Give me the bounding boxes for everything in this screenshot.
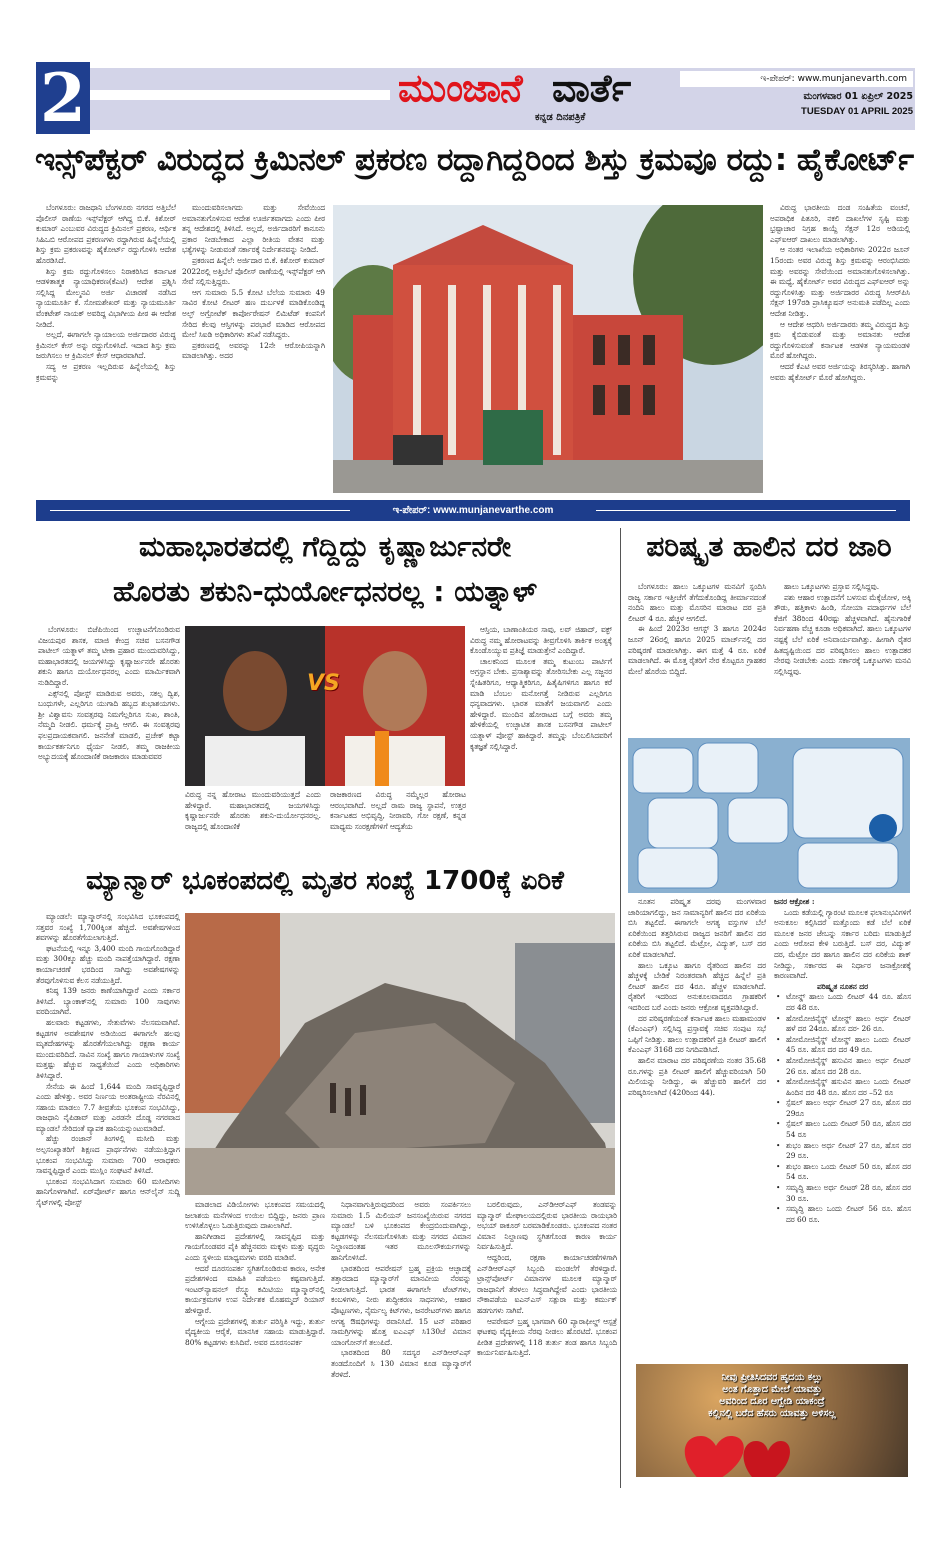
epaper-link[interactable]: ಇ-ಪೇಪರ್: www.munjanevarth.com	[680, 71, 913, 87]
price-item: • ಟೋನ್ಡ್ ಹಾಲು ಒಂದು ಲೀಟರ್ 44 ರೂ. ಹೊಸ ದರ 48 ರೂ.	[774, 992, 911, 1013]
politicians-versus-photo	[185, 626, 465, 786]
ad-line: ಅಂತ ಗೊತ್ತಾದ ಮೇಲೆ ಯಾವತ್ತು	[722, 1384, 822, 1395]
article-column	[331, 1200, 471, 1492]
price-item: • ಸ್ಪೆಷಲ್ ಹಾಲು ಒಂದು ಲೀಟರ್ 50 ರೂ, ಹೊಸ ದರ 54 ರೂ	[774, 1119, 911, 1140]
paragraph: ಘಟನೆಯಲ್ಲಿ ಇನ್ನೂ 3,400 ಮಂದಿ ಗಾಯಗೊಂಡಿದ್ದಾರೆ ಮತ್ತು 300ಕ್ಕೂ ಹೆಚ್ಚು ಮಂದಿ ನಾಪತ್ತೆಯಾಗಿದ್ದಾರೆ. ರಕ್ಷಣಾ ಕಾರ್ಯಾಚರಣೆ ಭರದಿಂದ ಸಾಗಿದ್ದು ಅವಶೇಷಗಳನ್ನು ತೆರವುಗೊಳಿಸುವ ಕೆಲಸ ನಡೆಯುತ್ತಿದೆ.	[36, 943, 180, 985]
paragraph: ಬೆಂಗಳೂರು: ರಾಜಧಾನಿ ಬೆಂಗಳೂರು ನಗರದ ಅತ್ತಿಬೆಲೆ ಪೊಲೀಸ್ ಠಾಣೆಯ ಇನ್ಸ್‌ಪೆಕ್ಟರ್ ಆಗಿದ್ದ ಬಿ.ಕೆ. ಕಿಶೋರ್ ಕುಮಾರ್ ಎಂಬುವರ ವಿರುದ್ಧದ ಕ್ರಿಮಿನಲ್ ಪ್ರಕರಣ, ಆರ್ಥಿಕ ಸಿಹಿಒಬಿ ಆರೋಪದ ಪ್ರಕರಣಗಳು ರದ್ದಾಗಿರುವ ಹಿನ್ನೆಲೆಯಲ್ಲಿ ಶಿಸ್ತು ಕ್ರಮ ಪ್ರಕರಣವನ್ನು ಹೈಕೋರ್ಟ್ ರದ್ದುಗೊಳಿಸಿ ಆದೇಶ ಹೊರಡಿಸಿದೆ.	[36, 203, 176, 265]
paragraph: ಮ್ಯಾಂಡಲೆ: ಮ್ಯಾನ್ಮಾರ್‌ನಲ್ಲಿ ಸಂಭವಿಸಿದ ಭೂಕಂಪದಲ್ಲಿ ಸತ್ತವರ ಸಂಖ್ಯೆ 1,700ಕ್ಕಿಂತ ಹೆಚ್ಚಿದೆ. ಅವಶೇಷಗಳಿಂದ ಶವಗಳನ್ನು ಹೊರತೆಗೆಯಲಾಗುತ್ತಿದೆ.	[36, 912, 180, 943]
photo-caption-right: ರಾಜಕಾರಣದ ವಿರುದ್ಧ ನಮ್ಮೆಲ್ಲರ ಹೋರಾಟ ಆರಂಭವಾಗಿದೆ. ಅಲ್ಲದೆ ರಾಮ ರಾಜ್ಯ ಸ್ಥಾಪನೆ, ಉತ್ತರ ಕರ್ನಾಟಕದ ಅಭಿವೃದ್ಧಿ, ನೀರಾವರಿ, ಗೋ ರಕ್ಷಣೆ, ಕನ್ನಡ ಮಾಧ್ಯಮ ಸಂರಕ್ಷಣೆಗಳಿಗೆ ಆದ್ಯತೆಯ	[330, 790, 466, 831]
ad-line: ಅವರಿಂದ ದೂರ ಆಗ್ಬೇಡಿ ಯಾಕಂದ್ರೆ	[719, 1396, 825, 1407]
photo-caption-left: ವಿರುದ್ಧ ನನ್ನ ಹೋರಾಟ ಮುಂದುವರಿಯುತ್ತದೆ ಎಂದು ಹೇಳಿದ್ದಾರೆ. ಮಹಾಭಾರತದಲ್ಲಿ ಜಯಗಳಿಸಿದ್ದು ಕೃಷ್ಣಾರ್ಜುನರೇ ಹೊರತು ಶಕುನಿ-ದುರ್ಯೋಧನರಲ್ಲ. ರಾಜ್ಯದಲ್ಲಿ ಹೊಂದಾಣಿಕೆ	[185, 790, 321, 831]
paragraph: ಆಗ್ನೇಯ ಪ್ರದೇಶಗಳಲ್ಲಿ ತುರ್ತು ಪರಿಸ್ಥಿತಿ ಇದ್ದು, ತುರ್ತು ವೈದ್ಯಕೀಯ ಆರೈಕೆ, ಮಾನಸಿಕ ಸಹಾಯ ಮಾಡುತ್ತಿದ್ದಾರೆ. 80% ಕಟ್ಟಡಗಳು ಕುಸಿದಿವೆ. ಅವರ ದೂರಸಂಪರ್ಕ	[185, 1316, 325, 1347]
price-item: • ಶುಭಂ ಹಾಲು ಅರ್ಧ ಲೀಟರ್ 27 ರೂ, ಹೊಸ ದರ 29 ರೂ.	[774, 1141, 911, 1162]
price-item: • ಹೋಮೋಜಿನೈಸ್ಡ್ ಹಸುವಿನ ಹಾಲು ಒಂದು ಲೀಟರ್ ಹಿಂದಿನ ದರ 48 ರೂ. ಹೊಸ ದರ –52 ರೂ	[774, 1077, 911, 1098]
paragraph: ಅಲ್ಲದೆ, ಈಗಾಗಲೇ ನ್ಯಾಯಾಲಯ ಅರ್ಜಿದಾರರ ವಿರುದ್ಧ ಕ್ರಿಮಿನಲ್ ಕೇಸ್ ಅನ್ನು ರದ್ದುಗೊಳಿಸಿದೆ. ಇದಾದ ಶಿಸ್ತು ಕ್ರಮ ಜರುಗಿಸಲು ಆ ಕ್ರಿಮಿನಲ್ ಕೇಸ್ ಆಧಾರವಾಗಿದೆ.	[36, 330, 176, 361]
logo-varthe: ವಾರ್ತೆ	[552, 66, 632, 110]
paragraph: ಒಂದು ಕಡೆಯಲ್ಲಿ ಗ್ಯಾರಂಟಿ ಮೂಲಕ ಫಲಾನುಭವಿಗಳಿಗೆ ಅನುಕೂಲ ಕಲ್ಪಿಸಿದರೆ ಮತ್ತೊಂದು ಕಡೆ ಬೆಲೆ ಏರಿಕೆ ಮೂಲಕ ಜನರ ಜೇಬನ್ನು ಸರ್ಕಾರ ಬರಿದು ಮಾಡುತ್ತಿದೆ ಎಂದು ಆರೋಪ ಕೇಳಿ ಬರುತ್ತಿದೆ. ಬಸ್ ದರ, ವಿದ್ಯುತ್ ದರ, ಮೆಟ್ರೋ ದರ ಹಾಗೂ ಹಾಲಿನ ದರ ಏರಿಕೆಯ ಶಾಕ್ ನೀಡಿದ್ದು, ಸರ್ಕಾರದ ಈ ನಿರ್ಧಾರ ಜನಾಕ್ರೋಶಕ್ಕೆ ಕಾರಣವಾಗಿದೆ.	[774, 907, 911, 981]
price-item: • ಹೋಮೋಜಿನೈಸ್ಡ್ ಹಸುವಿನ ಹಾಲು ಅರ್ಧ ಲೀಟರ್ 26 ರೂ. ಹೊಸ ದರ 28 ರೂ.	[774, 1056, 911, 1077]
paragraph: ಆದರೆ ಕೆಎಟಿ ಅವರ ಅರ್ಜಿಯನ್ನು ತಿರಸ್ಕರಿಸಿತ್ತು. ಹಾಗಾಗಿ ಅವರು ಹೈಕೋರ್ಟ್ ಮೊರೆ ಹೋಗಿದ್ದರು.	[770, 361, 910, 382]
price-item: • ಸಮೃದ್ಧಿ ಹಾಲು ಒಂದು ಲೀಟರ್ 56 ರೂ. ಹೊಸ ದರ 60 ರೂ.	[774, 1204, 911, 1225]
paragraph: ಮಾಡಲಾದ ವಿಡಿಯೋಗಳು ಭೂಕಂಪದ ಸಮಯದಲ್ಲಿ ಜಲಾಶಯ ಮನೆಗಳಿಂದ ಉಯಿಲ ಬಿದ್ದಿದ್ದು, ಜನರು ಪ್ರಾಣ ಉಳಿಸಿಕೊಳ್ಳಲು ಓಡುತ್ತಿರುವುದು ದಾಖಲಾಗಿದೆ.	[185, 1200, 325, 1231]
ad-line: ಕಲ್ಲಿನಲ್ಲಿ ಬರೆದ ಹೆಸರು ಯಾವತ್ತು ಅಳಿಸಲ್ಲ	[708, 1408, 836, 1419]
headline-myanmar-quake: ಮ್ಯಾನ್ಮಾರ್ ಭೂಕಂಪದಲ್ಲಿ ಮೃತರ ಸಂಖ್ಯೆ 1700ಕ್ಕೆ ಏರಿಕೆ	[86, 866, 564, 896]
price-item: • ಹೋಮೋಜಿನೈಸ್ಡ್ ಟೋನ್ಡ್ ಹಾಲು ಒಂದು ಲೀಟರ್ 45 ರೂ. ಹೊಸ ದರ ದರ 49 ರೂ.	[774, 1035, 911, 1056]
article-column	[628, 897, 766, 1337]
page-number: 2	[36, 62, 90, 134]
paragraph: ಆ ನಂತರ ಇಲಾಖೆಯ ಅಧಿಕಾರಿಗಳು 2022ರ ಜೂನ್ 15ರಂದು ಅವರ ವಿರುದ್ಧ ಶಿಸ್ತು ಕ್ರಮವನ್ನು ಆರಂಭಿಸಿದರು ಮತ್ತು ಅವರನ್ನು ಸೇವೆಯಿಂದ ಅಮಾನತುಗೊಳಿಸಲಾಗಿತ್ತು. ಈ ಮಧ್ಯೆ, ಹೈಕೋರ್ಟ್ ಅವರ ವಿರುದ್ಧದ ಎಫ್‌ಐಆರ್ ಅನ್ನು ರದ್ದುಗೊಳಿಸಿತ್ತು ಮತ್ತು ಅರ್ಜಿದಾರರ ವಿರುದ್ಧ ಸಿಆರ್‌ಪಿಸಿ ಸೆಕ್ಷನ್ 197ರಡಿ ಪ್ರಾಸಿಕ್ಯೂಷನ್ ಅನುಮತಿ ಪಡೆದಿಲ್ಲ ಎಂದು ಆದೇಶ ನೀಡಿತ್ತು.	[770, 245, 910, 318]
paragraph: ಎಕ್ಸ್‌ನಲ್ಲಿ ಪೋಸ್ಟ್ ಮಾಡಿರುವ ಅವರು, ಸಕಲ್ಪ ದ್ವಿಶ, ಬಂಧುಗಳೇ, ಎಲ್ಲರಿಗೂ ಯುಗಾದಿ ಹಬ್ಬದ ಶುಭಾಶಯಗಳು. ಶ್ರೀ ವಿಶ್ವಾವಸು ಸಂವತ್ಸರವು ನಿಮಗೆಲ್ಲರಿಗೂ ಸುಖ, ಶಾಂತಿ, ನೆಮ್ಮದಿ ನೀಡಲಿ. ಧರ್ಮಕ್ಕೆ ಪ್ರಾಪ್ತಿ ಆಗಲಿ. ಈ ಸಂವತ್ಸರವು ಫಲಪ್ರದಾಯಕವಾಗಲಿ. ಜನನೇತೆ ಮಾಡಲಿ, ಪ್ರಚೇಕ್ ಕಟ್ಟಾ ಕಾರ್ಯಕರ್ತನಿಗೂ ಧೈರ್ಯ ನೀಡಲಿ, ತಮ್ಮ ರಾಜಕೀಯ ಅಭ್ಯುದಯಕ್ಕೆ ಹೊಂದಾಣಿಕೆ ರಾಜಕಾರಣ ಮಾಡುವವರ	[38, 688, 180, 762]
price-item: • ಸ್ಪೆಷಲ್ ಹಾಲು ಅರ್ಧ ಲೀಟರ್ 27 ರೂ, ಹೊಸ ದರ 29ರೂ	[774, 1098, 911, 1119]
date-english: TUESDAY 01 APRIL 2025	[801, 106, 913, 117]
date-kannada: ಮಂಗಳವಾರ 01 ಏಪ್ರಿಲ್ 2025	[803, 91, 913, 102]
ad-line: ನೀವು ಪ್ರೀತಿಸಿದವರ ಹೃದಯ ಕಲ್ಲು	[721, 1372, 823, 1383]
column-divider	[620, 528, 621, 1488]
paragraph: ವಿರುದ್ಧ ಭಾರತೀಯ ದಂಡ ಸಂಹಿತೆಯ ವಂಚನೆ, ಅಪರಾಧಿಕ ಪಿತೂರಿ, ನಕಲಿ ದಾಖಲೆಗಳ ಸೃಷ್ಟಿ ಮತ್ತು ಭ್ರಷ್ಟಾಚಾರ ನಿಗ್ರಹ ಕಾಯ್ದೆ ಸೆಕ್ಷನ್ 12ರ ಅಡಿಯಲ್ಲಿ ಎಫ್‌ಐಆರ್ ದಾಖಲು ಮಾಡಲಾಗಿತ್ತು.	[770, 203, 910, 244]
paragraph: ಆಗ ಸುಮಾರು 5.5 ಕೋಟಿ ಬೆಲೆಯ ಸುಮಾರು 49 ಸಾವಿರ ಕೋಟಿ ಲೀಟರ್ ಹಣ ದುರ್ಬಳಕೆ ಮಾಡಿಕೊಂಡಿದ್ದ ಅಲ್ಫ್ ಅಗ್ರೋಟೆಕ್ ಕಾರ್ಪೋರೇಷನ್ ಲಿಮಿಟೆಡ್ ಕಂಪನಿಗೆ ಸೇರಿದ ಕೆಲವು ಆಸ್ತಿಗಳನ್ನು ಪರಭಾರೆ ಮಾಡಿದ ಆರೋಪದ ಮೇಲೆ ಸಿಐಡಿ ಅಧಿಕಾರಿಗಳು ತನಿಖೆ ನಡೆಸಿದ್ದರು.	[182, 287, 325, 340]
paragraph: ಕನಿಷ್ಠ 139 ಜನರು ಕಾಣೆಯಾಗಿದ್ದಾರೆ ಎಂದು ಸರ್ಕಾರ ತಿಳಿಸಿದೆ. ಬ್ಯಾಂಕಾಕ್‌ನಲ್ಲಿ ಸುಮಾರು 100 ಸಾವುಗಳು ವರದಿಯಾಗಿವೆ.	[36, 986, 180, 1017]
paragraph: ಮುಂದುವರಿಸಲಾಗದು ಮತ್ತು ಸೇವೆಯಿಂದ ಅಮಾನತುಗೊಳಿಸುವ ಆದೇಶ ಊರ್ಜಿತವಾಗದು ಎಂದು ಪೀಠ ತನ್ನ ಆದೇಶದಲ್ಲಿ ತಿಳಿಸಿದೆ. ಅಲ್ಲದೆ, ಅರ್ಜಿದಾರರಿಗೆ ಕಾನೂನು ಪ್ರಕಾರ ನೀಡಬೇಕಾದ ಎಲ್ಲಾ ರೀತಿಯ ವೇತನ ಮತ್ತು ಭತ್ಯೆಗಳನ್ನು ನೀಡುವಂತೆ ಸರ್ಕಾರಕ್ಕೆ ನಿರ್ದೇಶನವನ್ನು ನೀಡಿದೆ.	[182, 203, 325, 255]
paragraph: ಶಿಸ್ತು ಕ್ರಮ ರದ್ದುಗೊಳಿಸಲು ನಿರಾಕರಿಸಿದ ಕರ್ನಾಟಕ ಆಡಳಿತಾತ್ಮಕ ನ್ಯಾಯಾಧಿಕರಣ(ಕೆಎಟಿ) ಆದೇಶ ಪ್ರಶ್ನಿಸಿ ಸಲ್ಲಿಸಿದ್ದ ಮೇಲ್ಮನವಿ ಅರ್ಜಿ ವಿಚಾರಣೆ ನಡೆಸಿದ ನ್ಯಾಯಮೂರ್ತಿ ಕೆ. ಸೋಮಶೇಖರ್ ಮತ್ತು ನ್ಯಾಯಮೂರ್ತಿ ವೆಂಕಟೇಶ್ ನಾಯಕ್ ಅವರಿದ್ದ ವಿಭಾಗೀಯ ಪೀಠ ಈ ಆದೇಶ ನೀಡಿದೆ.	[36, 266, 176, 329]
paragraph: ಭಾರತದಿಂದ 80 ಸದಸ್ಯರ ಎನ್‌ಡಿಆರ್‌ಎಫ್ ತಂಡದೊಂದಿಗೆ ಸಿ 130 ವಿಮಾನ ಕೂಡ ಮ್ಯಾನ್ಮಾರ್‌ಗೆ ತೆರಳಿದೆ.	[331, 1348, 471, 1379]
paragraph: ಆಸ್ತಿಯ, ಬಾಣಾಂತಿಯರ ಸಾವು, ಲವ್ ಜಿಹಾದ್, ವಕ್ಫ್ ವಿರುದ್ಧ ನಮ್ಮ ಹೋರಾಟವನ್ನು ತೀವ್ರಗೊಳಿಸಿ ತಾರ್ಕಿಕ ಅಂತ್ಯಕ್ಕೆ ಕೊಂಡೊಯ್ಯುವ ಪ್ರತಿಜ್ಞೆ ಮಾಡುತ್ತೇನೆ ಎಂದಿದ್ದಾರೆ.	[470, 625, 612, 656]
paragraph: ಆಪರೇಷನ್ ಬ್ರಹ್ಮ ಭಾಗವಾಗಿ 60 ಪ್ಯಾರಾಫೀಲ್ಡ್ ಆಸ್ಪತ್ರೆ ಘಟಕವು ವೈದ್ಯಕೀಯ ನೆರವು ನೀಡಲು ಹೊರಟಿದೆ. ಭೂಕಂಪ ಪೀಡಿತ ಪ್ರದೇಶಗಳಲ್ಲಿ 118 ತುರ್ತು ತಂಡ ಹಾಗೂ ಸಿಬ್ಬಂದಿ ಕಾರ್ಯನಿರ್ವಹಿಸುತ್ತಿದೆ.	[477, 1316, 617, 1358]
price-item: • ಸಮೃದ್ಧಿ ಹಾಲು ಅರ್ಧ ಲೀಟರ್ 28 ರೂ, ಹೊಸ ದರ 30 ರೂ.	[774, 1183, 911, 1204]
paragraph: ಬರಲಿರುವುದು, ಎನ್‌ಡಿಆರ್‌ಎಫ್ ತಂಡವನ್ನು ಮ್ಯಾನ್ಮಾರ್ ಮೇಘಾಲಯದಲ್ಲಿರುವ ಭಾರತೀಯ ರಾಯಭಾರಿ ಅಭಯ್ ಠಾಕೂರ್ ಬರಮಾಡಿಕೊಂಡರು. ಭೂಕಂಪದ ನಂತರ ವಿಮಾನ ನಿಲ್ದಾಣವು ಸ್ಥಗಿತಗೊಂಡ ಕಾರಣ ಕಾರ್ಯ ನಿರ್ವಹಿಸುತ್ತಿದೆ.	[477, 1200, 617, 1252]
milk-packets-photo	[628, 738, 910, 893]
earthquake-rubble-photo	[185, 913, 615, 1195]
paragraph: ಹಲವಾರು ಕಟ್ಟಡಗಳು, ಸೇತುವೆಗಳು ನೆಲಸಮವಾಗಿವೆ. ಕಟ್ಟಡಗಳ ಅವಶೇಷಗಳ ಅಡಿಯಿಂದ ಈಗಾಗಲೇ ಹಲವು ಮೃತದೇಹಗಳನ್ನು ಹೊರತೆಗೆಯಲಾಗಿದ್ದು ರಕ್ಷಣಾ ಕಾರ್ಯ ಮುಂದುವರಿದಿದೆ. ಸಾವಿನ ಸಂಖ್ಯೆ ಹಾಗೂ ಗಾಯಾಳುಗಳ ಸಂಖ್ಯೆ ಮತ್ತಷ್ಟು ಹೆಚ್ಚುವ ಸಾಧ್ಯತೆಯಿದೆ ಎಂದು ಅಧಿಕಾರಿಗಳು ತಿಳಿಸಿದ್ದಾರೆ.	[36, 1017, 180, 1080]
paragraph: ನೂತನ ಪರಿಷ್ಕೃತ ದರವು ಮಂಗಳವಾರ ಜಾರಿಯಾಗಲಿದ್ದು, ಜನ ಸಾಮಾನ್ಯರಿಗೆ ಹಾಲಿನ ದರ ಏರಿಕೆಯ ಬಿಸಿ ತಟ್ಟಲಿದೆ. ಈಗಾಗಲೇ ಅಗತ್ಯ ವಸ್ತುಗಳ ಬೆಲೆ ಏರಿಕೆಯಿಂದ ತತ್ತರಿಸಿರುವ ರಾಜ್ಯದ ಜನರಿಗೆ ಹಾಲಿನ ದರ ಏರಿಕೆಯ ಬಿಸಿ ತಟ್ಟಲಿದೆ. ಮೆಟ್ರೋ, ವಿದ್ಯುತ್, ಬಸ್ ದರ ಏರಿಕೆ ಮಾಡಲಾಗಿದೆ.	[628, 897, 766, 959]
paragraph: ದರ ಪರಿಷ್ಕರಣೆಯಂತೆ ಕರ್ನಾಟಕ ಹಾಲು ಮಹಾಮಂಡಳ (ಕೆಎಂಎಫ್) ಸಲ್ಲಿಸಿದ್ದ ಪ್ರಸ್ತಾವಕ್ಕೆ ಸಚಿವ ಸಂಪುಟ ಸಭೆ ಒಪ್ಪಿಗೆ ನೀಡಿತ್ತು. ಹಾಲು ಉತ್ಪಾದಕರಿಗೆ ಪ್ರತಿ ಲೀಟರ್ ಹಾಲಿಗೆ ಕೆಎಂಎಫ್ 3168 ದರ ನಿಗದಿಪಡಿಸಿದೆ.	[628, 1013, 766, 1055]
paragraph: ಹೆಚ್ಚು ರಂಜಾನ್ ತಿಂಗಳಲ್ಲಿ ಮಸೀದಿ ಮತ್ತು ಅಲ್ಪಸಂಖ್ಯಾತರಿಗೆ ಶಿಕ್ಷಣದ ಪ್ರಾರ್ಥನೆಗಳು ನಡೆಯುತ್ತಿದ್ದಾಗ ಭೂಕಂಪ ಸಂಭವಿಸಿದ್ದು ಸುಮಾರು 700 ಆರಾಧಕರು ಸಾವನ್ನಪ್ಪಿದ್ದಾರೆ ಎಂದು ಮುಸ್ಲಿಂ ಸಂಘಟನೆ ತಿಳಿಸಿದೆ.	[36, 1134, 180, 1176]
headline-high-court: ಇನ್ಸ್‌ಪೆಕ್ಟರ್ ವಿರುದ್ಧದ ಕ್ರಿಮಿನಲ್ ಪ್ರಕರಣ ರದ್ದಾಗಿದ್ದರಿಂದ ಶಿಸ್ತು ಕ್ರಮವೂ ರದ್ದು: ಹೈಕೋರ್ಟ್	[35, 142, 914, 178]
article-column	[770, 203, 910, 493]
high-court-building-photo	[333, 205, 763, 493]
article-column	[628, 582, 766, 735]
paragraph: ಹಾಲು ಒಕ್ಕೂಟಗಳು ಪ್ರಸ್ತಾವ ಸಲ್ಲಿಸಿದ್ದವು.	[784, 582, 880, 591]
heart-icon	[676, 1426, 796, 1477]
paragraph: ಹಾನಿಗೀಡಾದ ಪ್ರದೇಶಗಳಲ್ಲಿ ಸಾವನ್ನಪ್ಪಿದ ಮತ್ತು ಗಾಯಗೊಂಡವರ ಪೈಕಿ ಹೆಚ್ಚಿನವರು ಮಕ್ಕಳು ಮತ್ತು ವೃದ್ಧರು ಎಂದು ಸ್ಥಳೀಯ ಮಾಧ್ಯಮಗಳು ವರದಿ ಮಾಡಿವೆ.	[185, 1231, 325, 1262]
article-column	[774, 582, 911, 735]
paragraph: ಸೇನೆಯ ಈ ಹಿಂದೆ 1,644 ಮಂದಿ ಸಾವನ್ನಪ್ಪಿದ್ದಾರೆ ಎಂದು ಹೇಳಿತ್ತು. ಅವರ ನಿರ್ಣಯ ಅಂತರಾಷ್ಟ್ರೀಯ ನೆರವಿನಲ್ಲಿ ಸಹಾಯ ಮಾಡಲು 7.7 ತೀವ್ರತೆಯ ಭೂಕಂಪ ಸಂಭವಿಸಿದ್ದು, ರಾಜಧಾನಿ ನೈಪಿಡಾವ್ ಮತ್ತು ಎರಡನೇ ದೊಡ್ಡ ನಗರವಾದ ಮ್ಯಾಂಡಲೆ ಸೇರಿದಂತೆ ವ್ಯಾಪಕ ಹಾನಿಯನ್ನುಂಟುಮಾಡಿದೆ.	[36, 1081, 180, 1133]
paragraph: ನಿಧಾನವಾಗುತ್ತಿರುವುದರಿಂದ ಅವರು ಸಂಪರ್ಕಿಸಲು ಸುಮಾರು 1.5 ಮಿಲಿಯನ್ ಜನಸಂಖ್ಯೆಯಿರುವ ನಗರದ ಮ್ಯಾಂಡಲೆ ಬಳಿ ಭೂಕಂಪದ ಕೇಂದ್ರಬಿಂದುವಾಗಿದ್ದು, ಕಟ್ಟಡಗಳನ್ನು ನೆಲಸಮಗೊಳಿಸಿತು ಮತ್ತು ನಗರದ ವಿಮಾನ ನಿಲ್ದಾಣದಂತಹ ಇತರ ಮೂಲಸೌಕರ್ಯಗಳನ್ನು ಹಾನಿಗೊಳಿಸಿದೆ.	[331, 1200, 471, 1262]
logo-munjane: ಮುಂಜಾನೆ	[398, 66, 522, 110]
paragraph: ಬೆಂಗಳೂರು: ಬಿಜೆಪಿಯಿಂದ ಉಚ್ಛಾಟನೆಗೊಂಡಿರುವ ವಿಜಯಪುರ ಶಾಸಕ, ಮಾಜಿ ಕೇಂದ್ರ ಸಚಿವ ಬಸನಗೌಡ ಪಾಟೀಲ್ ಯತ್ನಾಳ್ ತಮ್ಮ ಟೀಕಾ ಪ್ರಹಾರ ಮುಂದುವರಿಸಿದ್ದು, ಮಹಾಭಾರತದಲ್ಲಿ ಜಯಗಳಿಸಿದ್ದು ಕೃಷ್ಣಾರ್ಜುನರೇ ಹೊರತು ಶಕುನಿ ಹಾಗೂ ದುರ್ಯೋಧನರಲ್ಲ ಎಂದು ಮಾರ್ಮಿಕವಾಗಿ ನುಡಿದಿದ್ದಾರೆ.	[38, 625, 180, 687]
article-column	[477, 1200, 617, 1492]
article-column	[185, 1200, 325, 1492]
paragraph: ಬೆಂಗಳೂರು: ಹಾಲು ಒಕ್ಕೂಟಗಳ ಮನವಿಗೆ ಸ್ಪಂದಿಸಿ ರಾಜ್ಯ ಸರ್ಕಾರ ಇತ್ತೀಚೆಗೆ ತೆಗೆದುಕೊಂಡಿದ್ದ ತೀರ್ಮಾನದಂತೆ ನಂದಿನಿ ಹಾಲು ಮತ್ತು ಮೊಸರಿನ ಮಾರಾಟ ದರ ಪ್ರತಿ ಲೀಟರ್ 4 ರೂ. ಹೆಚ್ಚಳ ಆಗಲಿದೆ.	[628, 582, 766, 623]
paragraph: ಹಾಲಿನ ಮಾರಾಟ ದರ ಪರಿಷ್ಕರಣೆಯ ನಂತರ 35.68 ರೂ.ಗಳನ್ನು ಪ್ರತಿ ಲೀಟರ್ ಹಾಲಿಗೆ ಹೆಚ್ಚುವರಿಯಾಗಿ 50 ಮಿಲಿಯನ್ನು ನೀಡಿದ್ದು, ಈ ಹೆಚ್ಚುವರಿ ಹಾಲಿಗೆ ದರ ಪರಿಷ್ಕರಿಸಲಾಗಿದೆ (420ರಿಂದ 44).	[628, 1055, 766, 1097]
subheading-revised-rates: ಪರಿಷ್ಕೃತ ನೂತನ ದರ	[817, 981, 868, 991]
headline-milk-price: ಪರಿಷ್ಕೃತ ಹಾಲಿನ ದರ ಜಾರಿ	[646, 530, 892, 563]
paragraph: ಭಾರತದಿಂದ ಆಪರೇಷನ್ ಬ್ರಹ್ಮ ಪ್ರಕ್ರಿಯ ಆಚ್ಛಾದಕ್ಕೆ ತತ್ತಾರದಾದ ಮ್ಯಾನ್ಮಾರ್‌ಗೆ ಮಾನವೀಯ ನೆರವನ್ನು ನೀಡಲಾಗುತ್ತಿದೆ. ಭಾರತ ಈಗಾಗಲೇ ಟೆಂಟ್‌ಗಳು, ಕಂಬಳಿಗಳು, ನೀರು ಶುದ್ಧೀಕರಣ ಸಾಧನಗಳು, ಆಹಾರ ಪೊಟ್ಟಣಗಳು, ನೈರ್ಮಲ್ಯ ಕಿಟ್‌ಗಳು, ಜನರೇಟರ್‌ಗಳು ಹಾಗೂ ಅಗತ್ಯ ಔಷಧಿಗಳನ್ನು ರವಾನಿಸಿದೆ. 15 ಟನ್ ಪರಿಹಾರ ಸಾಮಗ್ರಿಗಳನ್ನು ಹೊತ್ತ ಐಎಎಫ್ ಸಿ130ಜೆ ವಿಮಾನ ಯಾಂಗೋನ್‌ಗೆ ತಲುಪಿದೆ.	[331, 1263, 471, 1347]
paragraph: ಆ ಆದೇಶ ಆಧರಿಸಿ ಅರ್ಜಿದಾರರು ತಮ್ಮ ವಿರುದ್ಧದ ಶಿಸ್ತು ಕ್ರಮ ಕೈಬಿಡುವಂತೆ ಮತ್ತು ಅಮಾನತು ಆದೇಶ ರದ್ದುಗೊಳಿಸುವಂತೆ ಕರ್ನಾಟಕ ಆಡಳಿತ ನ್ಯಾಯಮಂಡಳಿ ಮೊರೆ ಹೋಗಿದ್ದರು.	[770, 319, 910, 361]
vs-label: VS	[307, 671, 340, 696]
article-column	[774, 897, 911, 1347]
masthead-stripe	[90, 90, 390, 100]
paragraph: ಪ್ರಕರಣದಲ್ಲಿ ಅವರನ್ನು 12ನೇ ಆರೋಪಿಯನ್ನಾಗಿ ಮಾಡಲಾಗಿತ್ತು. ಅದರ	[182, 340, 325, 361]
epaper-banner[interactable]: ಇ-ಪೇಪರ್: www.munjanevarthe.com	[36, 500, 910, 521]
paragraph: ಚಾಲಕನಿಂದ ಮೂಲಕ ತಮ್ಮ ಕುಟುಂಬ ಪಾರ್ಟಿಗೆ ಅಗ್ರಸ್ಥಾನ ಬೇಕು. ಪ್ರಸಾಶ್ಯಾವನ್ನು ತೋರಿಸಬೇಕು ಎಲ್ಲ ಸಜ್ಜನರ ಸ್ನೇಹಿತರಿಗೂ, ಆಧ್ಯಾತ್ಮಿಕರಿಗೂ, ಹಿತೈಷಿಗಳಿಗೂ ಹಾಗೂ ಕರೆ ಮಾಡಿ ಬೆಂಬಲ ಮನೋಗತ್ತೆ ನೀಡಿರುವ ಎಲ್ಲರಿಗೂ ಧನ್ಯವಾದಗಳು. ಭಾರತ ಮಾತೆಗೆ ಜಯವಾಗಲಿ ಎಂದು ಹೇಳಿದ್ದಾರೆ. ಮುಂದಿನ ಹೋರಾಟದ ಬಗ್ಗೆ ಅವರು ತಮ್ಮ ಹೇಳಿಕೆಯಲ್ಲಿ ಉಚ್ಛಾಟಿತ ಶಾಸಕ ಬಸನಗೌಡ ಪಾಟೀಲ್ ಯತ್ನಾಳ್ ಪೋಸ್ಟ್ ಹಾಕಿದ್ದಾರೆ. ತಮ್ಮನ್ನು ಬೆಂಬಲಿಸಿದವರಿಗೆ ಕೃತಜ್ಞತೆ ಸಲ್ಲಿಸಿದ್ದಾರೆ.	[470, 656, 612, 751]
price-item: • ಶುಭಂ ಹಾಲು ಒಂದು ಲೀಟರ್ 50 ರೂ, ಹೊಸ ದರ 54 ರೂ.	[774, 1162, 911, 1183]
paragraph: ಪ್ರಕರಣದ ಹಿನ್ನೆಲೆ: ಅರ್ಜಿದಾರ ಬಿ.ಕೆ. ಕಿಶೋರ್ ಕುಮಾರ್ 2022ರಲ್ಲಿ ಅತ್ತಿಬೆಲೆ ಪೊಲೀಸ್ ಠಾಣೆಯಲ್ಲಿ ಇನ್ಸ್‌ಪೆಕ್ಟರ್ ಆಗಿ ಸೇವೆ ಸಲ್ಲಿಸುತ್ತಿದ್ದರು.	[182, 255, 325, 287]
paragraph: ಭೂಕಂಪ ಸಂಭವಿಸಿದಾಗ ಸುಮಾರು 60 ಮಸೀದಿಗಳು ಹಾನಿಗೊಳಗಾಗಿವೆ. ಏರ್‌ಪೋರ್ಟ್ ಹಾಗೂ ಆನ್‌ಲೈನ್ ಸುದ್ದಿ ಸೈಟ್‌ಗಳಲ್ಲಿ ಪೋಸ್ಟ್	[36, 1176, 180, 1208]
headline-yatnal-line1: ಮಹಾಭಾರತದಲ್ಲಿ ಗೆದ್ದಿದ್ದು ಕೃಷ್ಣಾರ್ಜುನರೇ	[138, 530, 512, 563]
paragraph: ಹಾಲು ಒಕ್ಕೂಟ ಹಾಗೂ ರೈತರಿಂದ ಹಾಲಿನ ದರ ಹೆಚ್ಚಳಕ್ಕೆ ಬೇಡಿಕೆ ನಿರಂತರವಾಗಿ ಹೆಚ್ಚಿದ ಹಿನ್ನೆಲೆ ಪ್ರತಿ ಲೀಟರ್ ಹಾಲಿನ ದರ 4ರೂ. ಹೆಚ್ಚಳ ಮಾಡಲಾಗಿದೆ. ರೈತರಿಗೆ ಇದರಿಂದ ಅನುಕೂಲವಾದರೂ ಗ್ರಾಹಕರಿಗೆ ಇದರಿಂದ ಬರೆ ಎಂದು ಜನರು ಆಕ್ರೋಶ ವ್ಯಕ್ತಪಡಿಸಿದ್ದಾರೆ.	[628, 960, 766, 1012]
article-column	[470, 625, 612, 853]
paragraph: ಆದ್ದರಿಂದ, ರಕ್ಷಣಾ ಕಾರ್ಯಾಚರಣೆಗಳಿಗಾಗಿ ಎನ್‌ಡಿಆರ್‌ಎಫ್ ಸಿಬ್ಬಂದಿ ಮಂಡಲೆಗೆ ತೆರಳಿದ್ದಾರೆ. ಟ್ರಾನ್ಸ್‌ಪೋರ್ಟ್ ವಿಮಾನಗಳ ಮೂಲಕ ಮ್ಯಾನ್ಮಾರ್ ರಾಜಧಾನಿಗೆ ತೆರಳಲು ಸಿದ್ಧವಾಗಿದ್ದೇವೆ ಎಂದು ಭಾರತೀಯ ನೌಕಾಪಡೆಯ ಐಎನ್‌ಎಸ್ ಸತ್ಪುರಾ ಮತ್ತು ಕರ್ಮುಕ್ ಹಡಗುಗಳು ಸಾಗಿವೆ.	[477, 1252, 617, 1315]
paragraph: ಆದರೆ ದೂರಸಂಪರ್ಕ ಸ್ಥಗಿತಗೊಂಡಿರುವ ಕಾರಣ, ಅನೇಕ ಪ್ರದೇಶಗಳಿಂದ ಮಾಹಿತಿ ಪಡೆಯಲು ಕಷ್ಟವಾಗುತ್ತಿದೆ. ಇಂಟರ್‌ನ್ಯಾಷನಲ್ ರೆಸ್ಕ್ಯೂ ಕಮಿಟಿಯು ಮ್ಯಾನ್ಮಾರ್‌ನಲ್ಲಿ ಕಾರ್ಯಕ್ರಮಗಳ ಉಪ ನಿರ್ದೇಶಕ ಮೊಹಮ್ಮದ್ ರಿಯಾಸ್ ಹೇಳಿದ್ದಾರೆ.	[185, 1263, 325, 1315]
article-column	[182, 203, 325, 493]
article-column	[36, 203, 176, 493]
subheading-public-anger: ಜನರ ಆಕ್ರೋಶ :	[774, 897, 815, 906]
tagline: ಕನ್ನಡ ದಿನಪತ್ರಿಕೆ	[535, 112, 586, 123]
price-item: • ಹೋಮೋಜಿನೈಸ್ಡ್ ಟೋನ್ಡ್ ಹಾಲು ಅರ್ಧ ಲೀಟರ್ ಹಳೆ ದರ 24ರೂ. ಹೊಸ ದರ- 26 ರೂ.	[774, 1014, 911, 1035]
article-column	[36, 912, 180, 1492]
article-column	[38, 625, 180, 853]
paragraph: ಸದ್ಯ ಆ ಪ್ರಕರಣ ಇಲ್ಲದಿರುವ ಹಿನ್ನೆಲೆಯಲ್ಲಿ ಶಿಸ್ತು ಕ್ರಮವನ್ನು	[36, 361, 176, 382]
headline-yatnal-line2: ಹೊರತು ಶಕುನಿ-ಧುರ್ಯೋಧನರಲ್ಲ : ಯತ್ನಾಳ್	[112, 575, 538, 608]
paragraph: ಪಶು ಆಹಾರ ಉತ್ಪಾದನೆಗೆ ಬಳಸುವ ಮೆಕ್ಕೆಜೋಳ, ಅಕ್ಕಿ ತೌಡು, ಹತ್ತಿಕಾಳು ಹಿಂಡಿ, ಸೋಯಾ ಪದಾರ್ಥಗಳ ಬೆಲೆ ಕೆಜಿಗೆ 38ರಿಂದ 40ರಷ್ಟು ಹೆಚ್ಚಳವಾಗಿದೆ. ಹೈನುಗಾರಿಕೆ ನಿರ್ವಹಣಾ ವೆಚ್ಚ ಕೂಡಾ ಅಧಿಕವಾಗಿದೆ. ಹಾಲು ಒಕ್ಕೂಟಗಳ ನಷ್ಟಕ್ಕೆ ಬೆಲೆ ಏರಿಕೆ ಅನಿವಾರ್ಯವಾಗಿತ್ತು. ಹೀಗಾಗಿ ರೈತರ ಹಿತದೃಷ್ಟಿಯಿಂದ ದರ ಪರಿಷ್ಕರಿಸಲು ಹಾಲು ಉತ್ಪಾದಕರ ನೇರವು ನೀಡಬೇಕು ಎಂದು ಸರ್ಕಾರಕ್ಕೆ ಒಕ್ಕೂಟಗಳು ಮನವಿ ಸಲ್ಲಿಸಿದ್ದವು.	[774, 592, 911, 676]
quote-advertisement	[636, 1364, 908, 1477]
paragraph: ಈ ಹಿಂದೆ 2023ರ ಆಗಸ್ಟ್ 3 ಹಾಗೂ 2024ರ ಜೂನ್ 26ರಲ್ಲಿ ಹಾಗೂ 2025 ಮಾರ್ಚ್‌ನಲ್ಲಿ ದರ ಪರಿಷ್ಕರಣೆ ಮಾಡಲಾಗಿತ್ತು. ಈಗ ಮತ್ತೆ 4 ರೂ. ಏರಿಕೆ ಮಾಡಲಾಗಿದೆ. ಈ ಮೊತ್ತ ರೈತರಿಗೆ ನೇರ ಕೊಟ್ಟರೂ ಗ್ರಾಹಕರ ಮೇಲೆ ಹೊರೆಯ ಬಿದ್ದಿದೆ.	[628, 624, 766, 676]
